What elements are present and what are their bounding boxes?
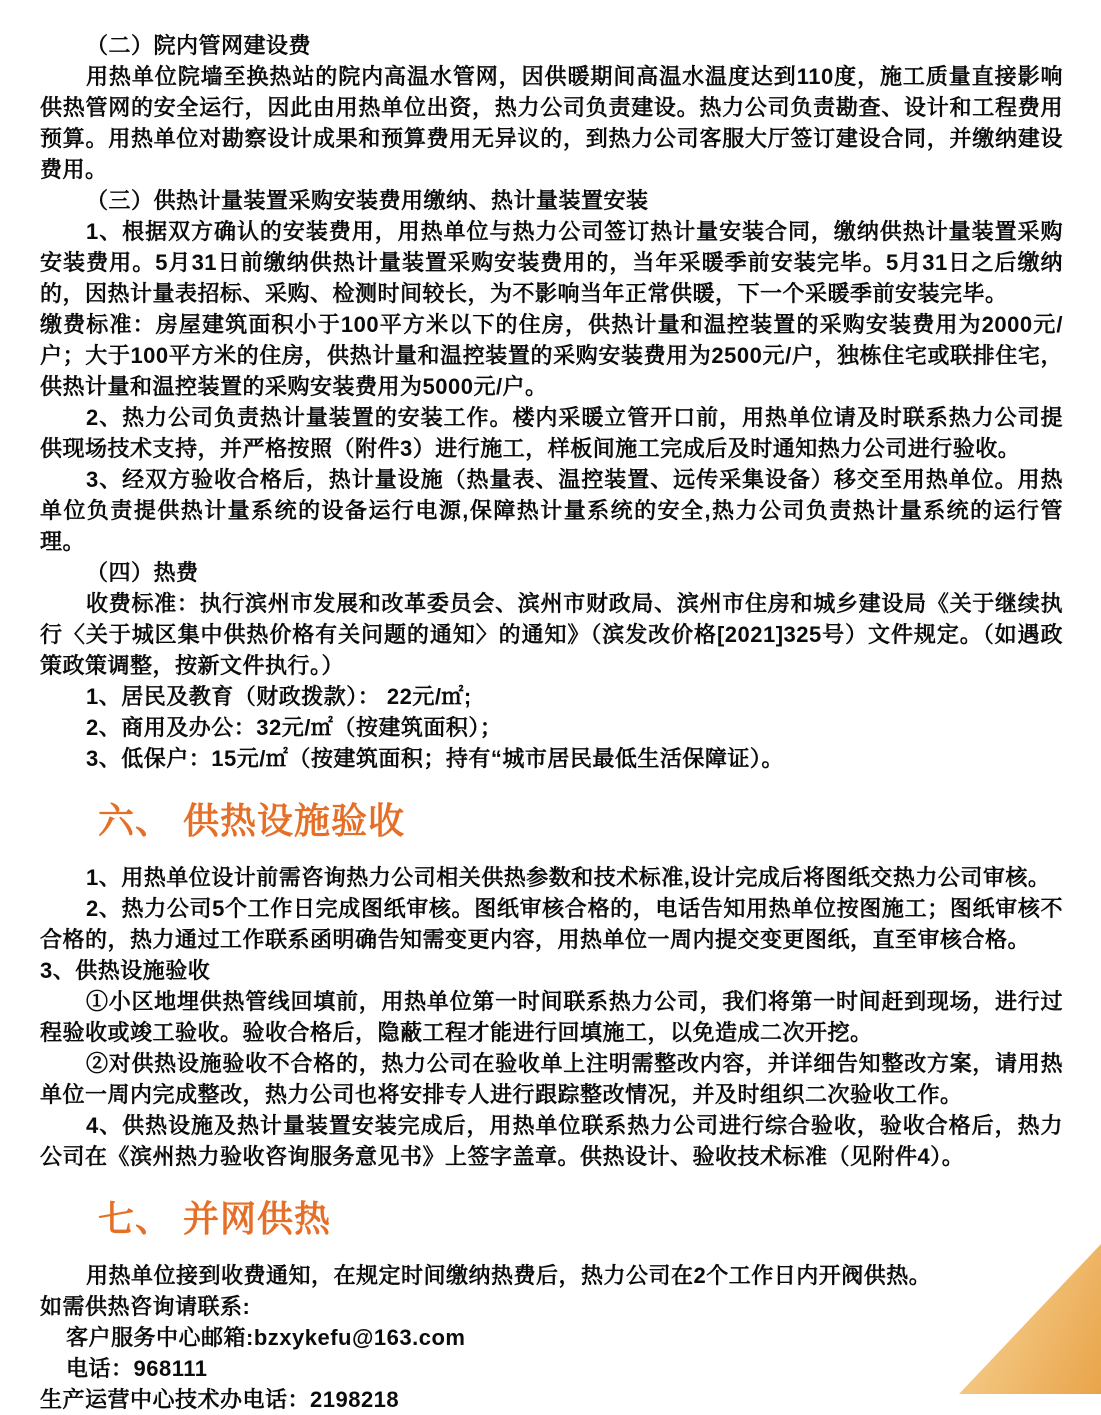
- paragraph: 2、热力公司负责热计量装置的安装工作。楼内采暖立管开口前，用热单位请及时联系热力公司提供现场技术支持，并严格按照（附件3）进行施工，样板间施工完成后及时通知热力公司进行验收。: [40, 405, 1063, 461]
- section-2-title: （二）院内管网建设费: [86, 33, 312, 58]
- fee-standard: 收费标准：执行滨州市发展和改革委员会、滨州市财政局、滨州市住房和城乡建设局《关于继续执行〈关于城区集中供热价格有关问题的通知〉的通知》（滨发改价格[2021]325号）文件规定。（如遇政策政策调整，按新文件执行。）: [40, 591, 1063, 678]
- section-6-heading: 六、 供热设施验收: [98, 800, 406, 841]
- section-3-title: （三）供热计量装置采购安装费用缴纳、热计量装置安装: [86, 188, 649, 213]
- contact-intro: 如需供热咨询请联系:: [40, 1294, 251, 1319]
- paragraph: ①小区地埋供热管线回填前，用热单位第一时间联系热力公司，我们将第一时间赶到现场，进行过程验收或竣工验收。验收合格后，隐蔽工程才能进行回填施工，以免造成二次开挖。: [40, 989, 1063, 1045]
- paragraph: 2、热力公司5个工作日完成图纸审核。图纸审核合格的，电话告知用热单位按图施工；图纸审核不合格的，热力通过工作联系函明确告知需变更内容，用热单位一周内提交变更图纸，直至审核合格。: [40, 896, 1063, 952]
- fee-item-lowincome: 3、低保户：15元/㎡（按建筑面积；持有“城市居民最低生活保障证）。: [86, 746, 784, 771]
- fee-item-commercial: 2、商用及办公：32元/㎡（按建筑面积）；: [86, 715, 503, 740]
- paragraph: 3、经双方验收合格后，热计量设施（热量表、温控装置、远传采集设备）移交至用热单位。用热单位负责提供热计量系统的设备运行电源,保障热计量系统的安全,热力公司负责热计量系统的运行管理。: [40, 467, 1063, 554]
- tech-phone-line: 生产运营中心技术办电话：2198218: [40, 1387, 400, 1412]
- payment-standard: 缴费标准：房屋建筑面积小于100平方米以下的住房，供热计量和温控装置的采购安装费用为2000元/户；大于100平方米的住房，供热计量和温控装置的采购安装费用为2500元/户，独栋住宅或联排住宅，供热计量和温控装置的采购安装费用为5000元/户。: [40, 312, 1063, 399]
- paragraph: 用热单位接到收费通知，在规定时间缴纳热费后，热力公司在2个工作日内开阀供热。: [86, 1263, 932, 1288]
- section-7-heading: 七、 并网供热: [98, 1198, 332, 1239]
- fee-item-resident: 1、居民及教育（财政拨款）： 22元/㎡;: [86, 684, 472, 709]
- paragraph: 4、供热设施及热计量装置安装完成后，用热单位联系热力公司进行综合验收，验收合格后，热力公司在《滨州热力验收咨询服务意见书》上签字盖章。供热设计、验收技术标准（见附件4）。: [40, 1113, 1063, 1169]
- acceptance-subtitle: 3、供热设施验收: [40, 958, 211, 983]
- email-line: 客户服务中心邮箱:bzxykefu@163.com: [66, 1325, 466, 1350]
- section-4-title: （四）热费: [86, 560, 199, 585]
- phone-line: 电话：968111: [66, 1356, 208, 1381]
- paragraph: 用热单位院墙至换热站的院内高温水管网，因供暖期间高温水温度达到110度，施工质量直接影响供热管网的安全运行，因此由用热单位出资，热力公司负责建设。热力公司负责勘查、设计和工程费用预算。用热单位对勘察设计成果和预算费用无异议的，到热力公司客服大厅签订建设合同，并缴纳建设费用。: [40, 64, 1063, 182]
- paragraph: 1、根据双方确认的安装费用，用热单位与热力公司签订热计量安装合同，缴纳供热计量装置采购安装费用。5月31日前缴纳供热计量装置采购安装费用的，当年采暖季前安装完毕。5月31日之后缴纳的，因热计量表招标、采购、检测时间较长，为不影响当年正常供暖，下一个采暖季前安装完毕。: [40, 219, 1063, 306]
- paragraph: 1、用热单位设计前需咨询热力公司相关供热参数和技术标准,设计完成后将图纸交热力公司审核。: [86, 865, 1051, 890]
- paragraph: ②对供热设施验收不合格的，热力公司在验收单上注明需整改内容，并详细告知整改方案，请用热单位一周内完成整改，热力公司也将安排专人进行跟踪整改情况，并及时组织二次验收工作。: [40, 1051, 1063, 1107]
